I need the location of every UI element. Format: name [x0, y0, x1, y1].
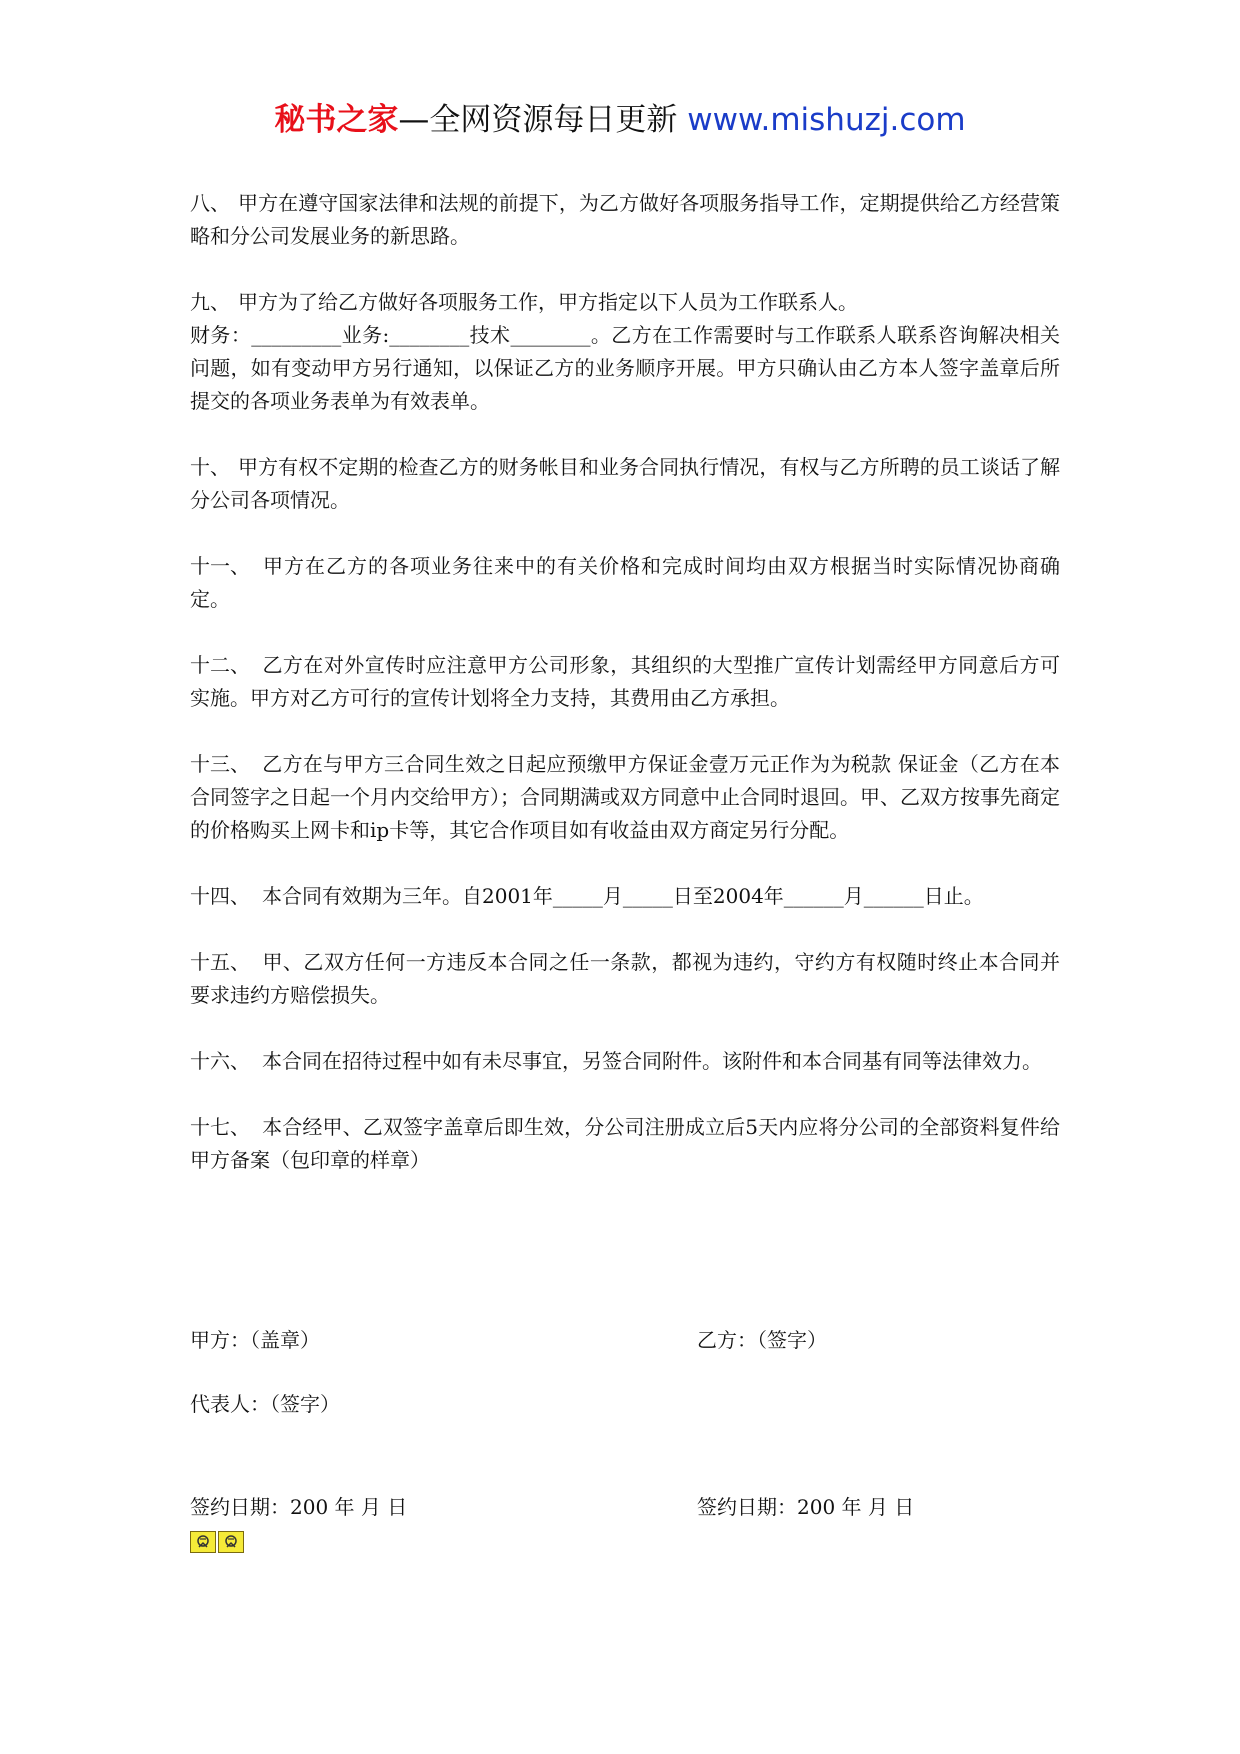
clause-text: 甲方在乙方的各项业务往来中的有关价格和完成时间均由双方根据当时实际情况协商确定。	[190, 554, 1060, 611]
clause-text: 乙方在对外宣传时应注意甲方公司形象，其组织的大型推广宣传计划需经甲方同意后方可实施。甲方对乙方可行的宣传计划将全力支持，其费用由乙方承担。	[190, 653, 1060, 710]
clause-number: 十、	[190, 455, 230, 479]
clause-number: 八、	[190, 191, 230, 215]
footer-icons	[190, 1531, 244, 1553]
site-url[interactable]: www.mishuzj.com	[677, 102, 966, 138]
clause-12	[190, 649, 1060, 715]
clause-10	[190, 451, 1060, 517]
clause-8	[190, 187, 1060, 253]
clause-number: 十五、	[190, 950, 250, 974]
clause-number: 十三、	[190, 752, 250, 776]
clause-text-contacts: 财务：_________业务:________技术________。乙方在工作需要时与工作联系人联系咨询解决相关问题，如有变动甲方另行通知，以保证乙方的业务顺序开展。甲方只确认由乙方本人签字盖章后所提交的各项业务表单为有效表单。	[190, 323, 1060, 413]
corner-glyph-icon	[190, 1531, 216, 1553]
site-header	[0, 98, 1240, 142]
brand-name: 秘书之家	[274, 102, 399, 138]
clause-17	[190, 1111, 1060, 1177]
header-slogan: —全网资源每日更新	[398, 102, 678, 138]
clause-number: 十一、	[190, 554, 250, 578]
clause-15	[190, 946, 1060, 1012]
clause-number: 十七、	[190, 1115, 250, 1139]
corner-glyph-icon	[218, 1531, 244, 1553]
signing-date-b: 签约日期：200 年 月 日	[697, 1495, 915, 1519]
clause-9	[190, 286, 1060, 418]
clause-number: 十六、	[190, 1049, 250, 1073]
clause-text: 本合同有效期为三年。自2001年_____月_____日至2004年______月______日止。	[262, 884, 984, 908]
clause-14	[190, 880, 1060, 913]
clause-text: 甲方有权不定期的检查乙方的财务帐目和业务合同执行情况，有权与乙方所聘的员工谈话了解分公司各项情况。	[190, 455, 1060, 512]
clause-number: 十四、	[190, 884, 250, 908]
clause-text: 本合经甲、乙双签字盖章后即生效，分公司注册成立后5天内应将分公司的全部资料复件给甲方备案（包印章的样章）	[190, 1115, 1060, 1172]
clause-text: 甲方为了给乙方做好各项服务工作，甲方指定以下人员为工作联系人。	[238, 290, 858, 314]
contract-body	[190, 187, 1060, 1210]
representative-signature: 代表人：（签字）	[190, 1392, 340, 1416]
clause-13	[190, 748, 1060, 847]
clause-text: 本合同在招待过程中如有未尽事宜，另签合同附件。该附件和本合同基有同等法律效力。	[262, 1049, 1042, 1073]
party-a-seal: 甲方：（盖章）	[190, 1328, 320, 1352]
clause-text: 甲方在遵守国家法律和法规的前提下，为乙方做好各项服务指导工作，定期提供给乙方经营策略和分公司发展业务的新思路。	[190, 191, 1060, 248]
clause-text: 甲、乙双方任何一方违反本合同之任一条款，都视为违约，守约方有权随时终止本合同并要求违约方赔偿损失。	[190, 950, 1060, 1007]
signing-date-a: 签约日期：200 年 月 日	[190, 1495, 408, 1519]
clause-16	[190, 1045, 1060, 1078]
party-b-signature: 乙方：（签字）	[697, 1328, 827, 1352]
clause-text: 乙方在与甲方三合同生效之日起应预缴甲方保证金壹万元正作为为税款 保证金（乙方在本合同签字之日起一个月内交给甲方）；合同期满或双方同意中止合同时退回。甲、乙双方按事先商定的价格购买上网卡和ip卡等，其它合作项目如有收益由双方商定另行分配。	[190, 752, 1060, 842]
clause-11	[190, 550, 1060, 616]
clause-number: 九、	[190, 290, 230, 314]
clause-number: 十二、	[190, 653, 250, 677]
